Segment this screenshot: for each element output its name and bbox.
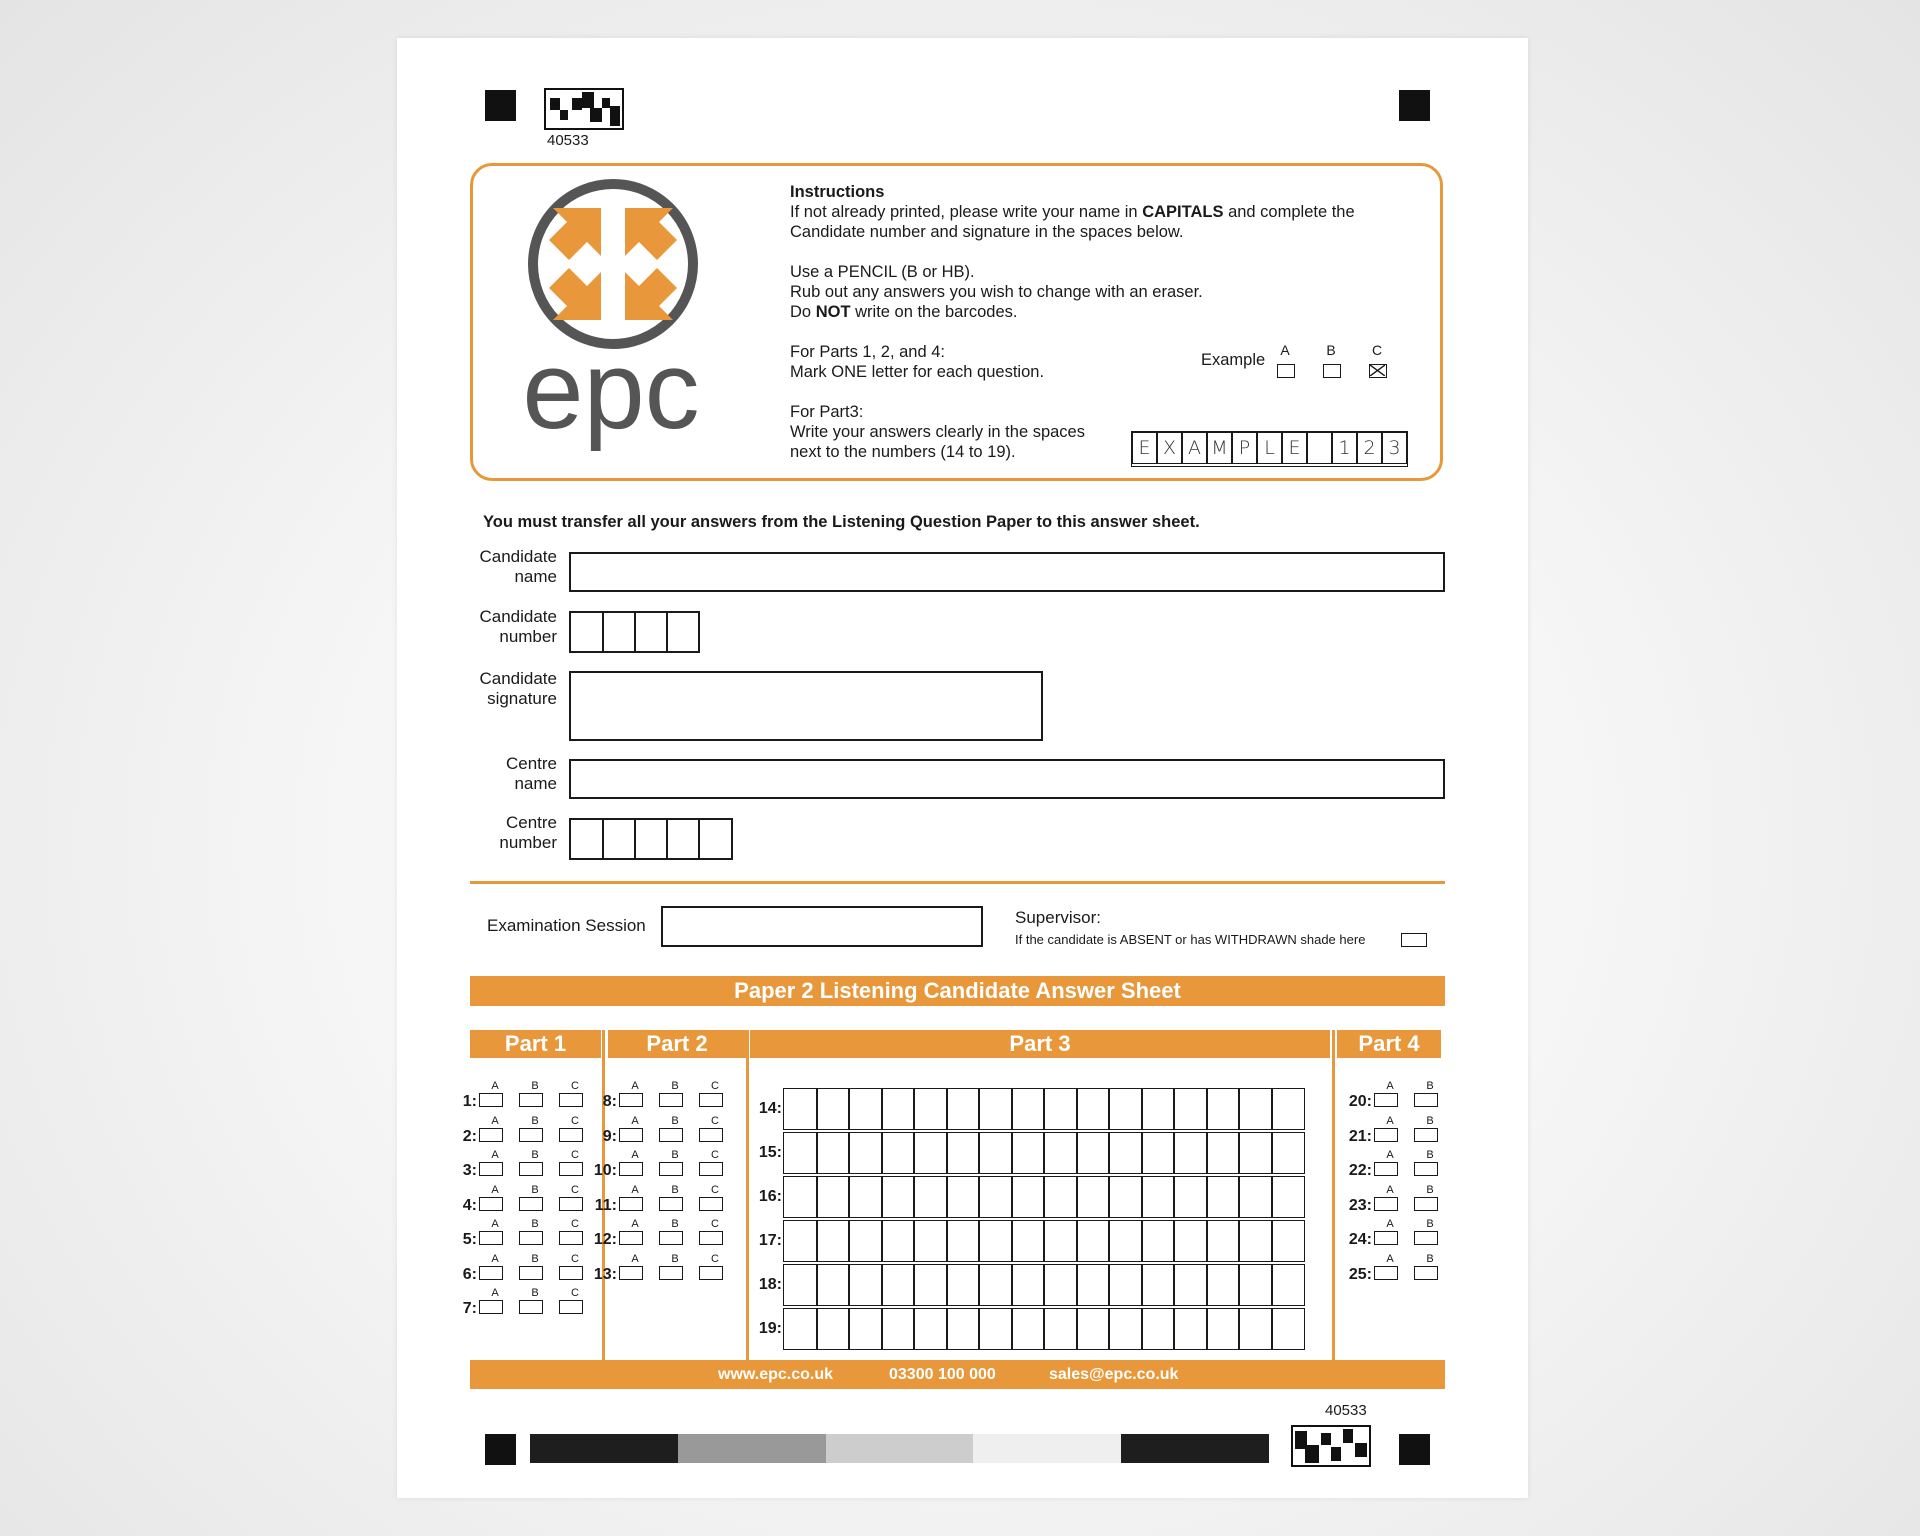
example-option-box	[1369, 364, 1387, 378]
part3-answer-cell[interactable]	[783, 1308, 817, 1350]
part4-option-box[interactable]	[1374, 1128, 1398, 1142]
candidate-number-label: Candidate number	[479, 607, 557, 646]
part3-answer-cell[interactable]	[848, 1264, 882, 1306]
part3-question-number: 16:	[758, 1188, 782, 1205]
part3-answer-cell[interactable]	[1173, 1308, 1207, 1350]
part1-option-letter: B	[531, 1252, 539, 1265]
example-option-letter: A	[1280, 342, 1290, 358]
part1-header: Part 1	[470, 1030, 601, 1058]
part4-option-letter: A	[1386, 1252, 1394, 1265]
part2-option-box[interactable]	[619, 1093, 643, 1107]
example-char-cell: L	[1257, 432, 1282, 464]
part3-answer-cell[interactable]	[881, 1264, 915, 1306]
part2-option-letter: C	[711, 1218, 719, 1230]
example-option-box	[1277, 364, 1295, 378]
part2-option-letter: B	[671, 1218, 679, 1230]
transfer-notice: You must transfer all your answers from the Listening Question Paper to this answer sheet.	[483, 513, 1200, 531]
part3-answer-cell[interactable]	[978, 1264, 1012, 1306]
part2-option-box[interactable]	[659, 1231, 683, 1245]
part3-answer-cell[interactable]	[1173, 1088, 1207, 1130]
part1-question-number: 7:	[462, 1300, 477, 1317]
part2-option-letter: A	[631, 1183, 639, 1196]
part3-answer-cell[interactable]	[1076, 1176, 1110, 1218]
part3-answer-cell[interactable]	[946, 1176, 980, 1218]
part3-answer-cell[interactable]	[1238, 1308, 1272, 1350]
part3-answer-cell[interactable]	[1108, 1132, 1142, 1174]
candidate-name-label: Candidate name	[479, 547, 557, 586]
part3-answer-cell[interactable]	[816, 1132, 850, 1174]
part3-answer-cell[interactable]	[1173, 1176, 1207, 1218]
instructions-line2: Candidate number and signature in the spaces below.	[790, 223, 1184, 241]
registration-mark-bottom-left	[485, 1434, 516, 1465]
part3-question-number: 14:	[758, 1100, 782, 1117]
part3-answer-cell[interactable]	[1043, 1176, 1077, 1218]
part1-question-number: 5:	[462, 1231, 477, 1248]
instructions-parts124-line1: For Parts 1, 2, and 4:	[790, 343, 945, 361]
part3-answer-cell[interactable]	[946, 1264, 980, 1306]
part3-answer-cell[interactable]	[978, 1176, 1012, 1218]
example-option-box	[1323, 364, 1341, 378]
part3-answer-cell[interactable]	[1011, 1132, 1045, 1174]
example-char-cell: P	[1232, 432, 1257, 464]
part2-option-letter: B	[671, 1080, 679, 1092]
part3-answer-cell[interactable]	[978, 1132, 1012, 1174]
greyscale-calibration-strip	[530, 1434, 1269, 1463]
part3-answer-cell[interactable]	[1076, 1132, 1110, 1174]
part3-answer-cell[interactable]	[1076, 1220, 1110, 1262]
part1-option-letter: A	[491, 1149, 499, 1161]
centre-number-label: Centre number	[499, 813, 557, 852]
example-option-letter: C	[1371, 342, 1383, 358]
part3-answer-cell[interactable]	[1173, 1132, 1207, 1174]
part4-option-letter: A	[1386, 1218, 1394, 1230]
candidate-name-field[interactable]	[569, 552, 1445, 592]
answer-sheet	[397, 38, 1528, 1498]
part4-option-box[interactable]	[1414, 1128, 1438, 1142]
part2-option-letter: B	[671, 1252, 679, 1265]
part3-answer-cell[interactable]	[881, 1308, 915, 1350]
part2-option-letter: C	[711, 1080, 719, 1092]
part4-option-box[interactable]	[1374, 1231, 1398, 1245]
part3-answer-cell[interactable]	[881, 1088, 915, 1130]
part3-answer-cell[interactable]	[1271, 1176, 1305, 1218]
part1-option-letter: A	[491, 1080, 499, 1092]
part3-answer-cell[interactable]	[1271, 1132, 1305, 1174]
part3-answer-cell[interactable]	[783, 1176, 817, 1218]
example-label: Example	[1201, 351, 1266, 369]
barcode-number-top: 40533	[547, 132, 589, 149]
part1-option-letter: B	[531, 1218, 539, 1230]
candidate-signature-label: Candidate signature	[479, 669, 557, 708]
part2-question-number: 9:	[602, 1127, 617, 1145]
part3-answer-cell[interactable]	[783, 1220, 817, 1262]
part3-answer-cell[interactable]	[1108, 1176, 1142, 1218]
part1-option-letter: A	[491, 1114, 499, 1127]
part4-option-box[interactable]	[1414, 1197, 1438, 1211]
part4-answers	[1332, 1080, 1452, 1380]
part1-option-letter: B	[531, 1287, 539, 1299]
part3-answer-cell[interactable]	[816, 1308, 850, 1350]
part2-option-box[interactable]	[659, 1093, 683, 1107]
instructions-line4: Rub out any answers you wish to change with an eraser.	[790, 283, 1203, 301]
part4-option-box[interactable]	[1374, 1197, 1398, 1211]
example-options	[1273, 342, 1413, 386]
part1-option-box[interactable]	[479, 1162, 503, 1176]
part3-answer-cell[interactable]	[1141, 1132, 1175, 1174]
part3-answer-cell[interactable]	[1043, 1132, 1077, 1174]
part3-answer-cell[interactable]	[913, 1264, 947, 1306]
footer-website[interactable]: www.epc.co.uk	[718, 1366, 833, 1383]
part3-answer-cell[interactable]	[1206, 1220, 1240, 1262]
part3-answer-cell[interactable]	[881, 1176, 915, 1218]
part3-answer-cell[interactable]	[1011, 1264, 1045, 1306]
part3-answer-row[interactable]	[785, 1088, 1305, 1130]
part2-option-box[interactable]	[619, 1231, 643, 1245]
part3-answer-cell[interactable]	[816, 1264, 850, 1306]
part2-option-box[interactable]	[619, 1162, 643, 1176]
part3-answer-cell[interactable]	[1141, 1264, 1175, 1306]
part1-option-letter: C	[571, 1183, 579, 1196]
part3-answer-cell[interactable]	[848, 1176, 882, 1218]
instructions-box	[470, 163, 1443, 481]
part3-answer-cell[interactable]	[1238, 1088, 1272, 1130]
instructions-line5: Do NOT write on the barcodes.	[790, 303, 1018, 321]
part1-option-letter: C	[571, 1252, 579, 1265]
example-char-cell: X	[1157, 432, 1182, 464]
part4-option-box[interactable]	[1374, 1162, 1398, 1176]
part3-answer-cell[interactable]	[1206, 1176, 1240, 1218]
part4-question-number: 20:	[1348, 1093, 1372, 1110]
part2-option-box[interactable]	[619, 1197, 643, 1211]
part4-option-letter: A	[1386, 1114, 1394, 1127]
part3-answer-cell[interactable]	[1043, 1308, 1077, 1350]
part3-answer-cell[interactable]	[1108, 1308, 1142, 1350]
part2-option-box[interactable]	[659, 1128, 683, 1142]
part4-option-letter: A	[1386, 1149, 1394, 1161]
part2-option-box[interactable]	[699, 1231, 723, 1245]
example-char-cell: 1	[1332, 432, 1357, 464]
part4-option-box[interactable]	[1414, 1266, 1438, 1280]
part3-answer-cell[interactable]	[881, 1220, 915, 1262]
part3-answer-row[interactable]	[785, 1132, 1305, 1174]
absent-note: If the candidate is ABSENT or has WITHDRAWN shade here	[1015, 932, 1366, 947]
registration-mark-top-left	[485, 90, 516, 121]
part3-answer-cell[interactable]	[783, 1132, 817, 1174]
part3-answer-cell[interactable]	[1076, 1308, 1110, 1350]
part2-option-letter: B	[671, 1149, 679, 1161]
registration-mark-top-right	[1399, 90, 1430, 121]
part4-option-letter: B	[1426, 1218, 1434, 1230]
part3-answer-cell[interactable]	[1043, 1088, 1077, 1130]
section-divider	[470, 881, 1445, 884]
part2-question-number: 12:	[593, 1231, 617, 1248]
part2-option-letter: C	[711, 1252, 719, 1265]
part2-option-box[interactable]	[659, 1162, 683, 1176]
part1-option-box[interactable]	[479, 1231, 503, 1245]
part1-option-letter: A	[491, 1218, 499, 1230]
part4-option-letter: B	[1426, 1149, 1434, 1161]
part1-option-letter: A	[491, 1287, 499, 1299]
part2-option-letter: A	[631, 1080, 639, 1092]
part3-answer-cell[interactable]	[1238, 1220, 1272, 1262]
part4-question-number: 24:	[1348, 1231, 1372, 1248]
part3-answer-cell[interactable]	[848, 1132, 882, 1174]
part1-option-letter: B	[531, 1080, 539, 1092]
part3-answer-cell[interactable]	[1076, 1264, 1110, 1306]
part4-option-box[interactable]	[1414, 1231, 1438, 1245]
part3-answer-cell[interactable]	[978, 1220, 1012, 1262]
part1-option-letter: C	[571, 1114, 579, 1127]
part1-option-letter: B	[531, 1183, 539, 1196]
part4-header: Part 4	[1337, 1030, 1441, 1058]
part1-option-box[interactable]	[479, 1128, 503, 1142]
instructions-parts124-line2: Mark ONE letter for each question.	[790, 363, 1045, 381]
part2-option-box[interactable]	[699, 1093, 723, 1107]
part3-answer-cell[interactable]	[1271, 1220, 1305, 1262]
part2-option-letter: C	[711, 1183, 719, 1196]
part1-question-number: 3:	[462, 1162, 477, 1179]
part3-answer-cell[interactable]	[816, 1176, 850, 1218]
part3-answer-row[interactable]	[785, 1176, 1305, 1218]
part3-header: Part 3	[750, 1030, 1330, 1058]
part4-option-letter: B	[1426, 1183, 1434, 1196]
instructions-part3-line3: next to the numbers (14 to 19).	[790, 443, 1016, 461]
part2-option-letter: A	[631, 1114, 639, 1127]
part3-answer-cell[interactable]	[1011, 1220, 1045, 1262]
part3-answer-cell[interactable]	[1011, 1308, 1045, 1350]
part3-answer-cell[interactable]	[1206, 1308, 1240, 1350]
instructions-part3-line2: Write your answers clearly in the spaces	[790, 423, 1085, 441]
part3-answer-cell[interactable]	[1108, 1088, 1142, 1130]
part3-answer-cell[interactable]	[1011, 1176, 1045, 1218]
part3-answer-cell[interactable]	[1206, 1132, 1240, 1174]
part3-answer-cell[interactable]	[1173, 1220, 1207, 1262]
part1-option-letter: C	[571, 1218, 579, 1230]
candidate-signature-field[interactable]	[569, 671, 1043, 741]
sheet-title-bar: Paper 2 Listening Candidate Answer Sheet	[470, 976, 1445, 1006]
part3-answer-cell[interactable]	[1206, 1088, 1240, 1130]
instructions-line1: If not already printed, please write your name in CAPITALS and complete the	[790, 203, 1355, 221]
part2-option-box[interactable]	[619, 1128, 643, 1142]
instructions-part3-line1: For Part3:	[790, 403, 864, 421]
examination-session-label: Examination Session	[487, 916, 646, 935]
example-char-cell	[1307, 432, 1332, 464]
part3-answer-cell[interactable]	[1043, 1264, 1077, 1306]
part3-answer-cell[interactable]	[978, 1308, 1012, 1350]
part1-option-box[interactable]	[519, 1197, 543, 1211]
part1-option-box[interactable]	[479, 1300, 503, 1314]
part3-answer-cell[interactable]	[1043, 1220, 1077, 1262]
part4-option-box[interactable]	[1414, 1162, 1438, 1176]
examination-session-field[interactable]	[661, 906, 983, 947]
barcode-bottom	[1291, 1425, 1371, 1467]
part3-answer-cell[interactable]	[1076, 1088, 1110, 1130]
part3-answer-cell[interactable]	[913, 1176, 947, 1218]
part2-header: Part 2	[608, 1030, 746, 1058]
part2-option-letter: A	[631, 1252, 639, 1265]
part4-question-number: 23:	[1348, 1196, 1372, 1214]
part2-option-letter: A	[631, 1149, 639, 1161]
part1-question-number: 6:	[462, 1265, 477, 1283]
part2-option-box[interactable]	[659, 1266, 683, 1280]
part1-option-letter: C	[571, 1080, 579, 1092]
part3-answer-row[interactable]	[785, 1308, 1305, 1350]
part3-answer-cell[interactable]	[1141, 1220, 1175, 1262]
part2-option-letter: B	[671, 1183, 679, 1196]
part3-answer-row[interactable]	[785, 1264, 1305, 1306]
part4-option-box[interactable]	[1374, 1093, 1398, 1107]
part3-answer-cell[interactable]	[913, 1220, 947, 1262]
part2-option-box[interactable]	[699, 1197, 723, 1211]
part2-option-letter: C	[711, 1149, 719, 1161]
part3-answer-cell[interactable]	[783, 1088, 817, 1130]
footer-phone: 03300 100 000	[889, 1366, 996, 1383]
part3-question-number: 15:	[758, 1144, 782, 1161]
part4-question-number: 25:	[1348, 1265, 1372, 1283]
part3-answer-cell[interactable]	[946, 1132, 980, 1174]
example-option-letter: B	[1326, 342, 1336, 358]
part2-question-number: 13:	[593, 1265, 617, 1283]
part2-question-number: 10:	[593, 1162, 617, 1179]
part3-answers	[752, 1088, 1312, 1388]
part2-option-letter: C	[711, 1114, 719, 1127]
part3-answer-cell[interactable]	[1271, 1264, 1305, 1306]
part2-option-box[interactable]	[619, 1266, 643, 1280]
part3-question-number: 19:	[758, 1320, 782, 1337]
part1-option-box[interactable]	[519, 1266, 543, 1280]
barcode-number-bottom: 40533	[1325, 1402, 1367, 1419]
part2-option-letter: A	[631, 1218, 639, 1230]
supervisor-label: Supervisor:	[1015, 908, 1101, 927]
example-char-cell: M	[1207, 432, 1232, 464]
part4-option-box[interactable]	[1374, 1266, 1398, 1280]
instructions-heading: Instructions	[790, 183, 885, 201]
example-char-cell: E	[1132, 432, 1157, 464]
footer-bar	[470, 1360, 1445, 1389]
part3-answer-cell[interactable]	[1011, 1088, 1045, 1130]
part3-answer-cell[interactable]	[913, 1308, 947, 1350]
part3-answer-cell[interactable]	[848, 1088, 882, 1130]
part1-option-letter: C	[571, 1149, 579, 1161]
part3-answer-cell[interactable]	[1141, 1308, 1175, 1350]
part3-answer-row[interactable]	[785, 1220, 1305, 1262]
part4-option-letter: A	[1386, 1080, 1394, 1092]
part2-option-letter: B	[671, 1114, 679, 1127]
part3-answer-cell[interactable]	[1141, 1088, 1175, 1130]
part1-option-letter: B	[531, 1149, 539, 1161]
part2-option-box[interactable]	[699, 1162, 723, 1176]
part3-question-number: 18:	[758, 1276, 782, 1293]
part4-option-letter: B	[1426, 1114, 1434, 1127]
part1-option-letter: B	[531, 1114, 539, 1127]
example-char-cell: 2	[1357, 432, 1382, 464]
part1-option-box[interactable]	[519, 1231, 543, 1245]
example-char-cell: A	[1182, 432, 1207, 464]
part3-answer-cell[interactable]	[1108, 1264, 1142, 1306]
part1-option-box[interactable]	[479, 1266, 503, 1280]
part1-question-number: 4:	[462, 1196, 477, 1214]
part3-answer-cell[interactable]	[1238, 1132, 1272, 1174]
part3-answer-cell[interactable]	[946, 1308, 980, 1350]
part3-answer-cell[interactable]	[1108, 1220, 1142, 1262]
part2-option-box[interactable]	[699, 1128, 723, 1142]
part3-answer-cell[interactable]	[816, 1088, 850, 1130]
part3-answer-cell[interactable]	[848, 1220, 882, 1262]
part4-option-letter: B	[1426, 1080, 1434, 1092]
part4-question-number: 22:	[1348, 1162, 1372, 1179]
part3-answer-cell[interactable]	[1238, 1264, 1272, 1306]
part3-answer-cell[interactable]	[783, 1264, 817, 1306]
centre-name-field[interactable]	[569, 759, 1445, 799]
part1-option-box[interactable]	[479, 1197, 503, 1211]
footer-email[interactable]: sales@epc.co.uk	[1049, 1366, 1179, 1383]
example-char-cell: 3	[1382, 432, 1407, 464]
registration-mark-bottom-right	[1399, 1434, 1430, 1465]
part3-answer-cell[interactable]	[1141, 1176, 1175, 1218]
part1-option-box[interactable]	[519, 1162, 543, 1176]
part1-question-number: 2:	[462, 1127, 477, 1145]
part4-option-box[interactable]	[1414, 1093, 1438, 1107]
part3-answer-cell[interactable]	[1238, 1176, 1272, 1218]
part3-answer-cell[interactable]	[913, 1088, 947, 1130]
part1-option-letter: A	[491, 1252, 499, 1265]
part1-option-box[interactable]	[479, 1093, 503, 1107]
part3-answer-cell[interactable]	[848, 1308, 882, 1350]
part2-answers	[577, 1080, 747, 1380]
candidate-number-field[interactable]	[569, 611, 700, 653]
part2-question-number: 11:	[594, 1196, 617, 1214]
part3-answer-cell[interactable]	[1271, 1088, 1305, 1130]
part3-answer-cell[interactable]	[946, 1088, 980, 1130]
part3-answer-cell[interactable]	[978, 1088, 1012, 1130]
part3-answer-cell[interactable]	[1206, 1264, 1240, 1306]
absent-checkbox[interactable]	[1401, 933, 1427, 947]
example-write-boxes	[1131, 431, 1408, 467]
part4-option-letter: A	[1386, 1183, 1394, 1196]
part3-answer-cell[interactable]	[881, 1132, 915, 1174]
part2-question-number: 8:	[602, 1093, 617, 1110]
part1-option-box[interactable]	[519, 1128, 543, 1142]
centre-name-label: Centre name	[505, 754, 557, 793]
part3-answer-cell[interactable]	[816, 1220, 850, 1262]
part1-option-box[interactable]	[519, 1093, 543, 1107]
part4-option-letter: B	[1426, 1252, 1434, 1265]
part3-answer-cell[interactable]	[913, 1132, 947, 1174]
part1-option-letter: A	[491, 1183, 499, 1196]
part3-answer-cell[interactable]	[1173, 1264, 1207, 1306]
part1-option-box[interactable]	[519, 1300, 543, 1314]
epc-wordmark: epc	[522, 329, 700, 452]
part4-question-number: 21:	[1348, 1127, 1372, 1145]
part2-option-box[interactable]	[699, 1266, 723, 1280]
instructions-line3: Use a PENCIL (B or HB).	[790, 263, 975, 281]
example-char-cell: E	[1282, 432, 1307, 464]
part1-question-number: 1:	[462, 1093, 477, 1110]
part3-answer-cell[interactable]	[946, 1220, 980, 1262]
part3-question-number: 17:	[758, 1232, 782, 1249]
part2-option-box[interactable]	[659, 1197, 683, 1211]
part3-answer-cell[interactable]	[1271, 1308, 1305, 1350]
epc-logo	[513, 178, 738, 473]
barcode-top	[544, 88, 624, 130]
part1-option-letter: C	[571, 1287, 579, 1299]
centre-number-field[interactable]	[569, 818, 733, 860]
